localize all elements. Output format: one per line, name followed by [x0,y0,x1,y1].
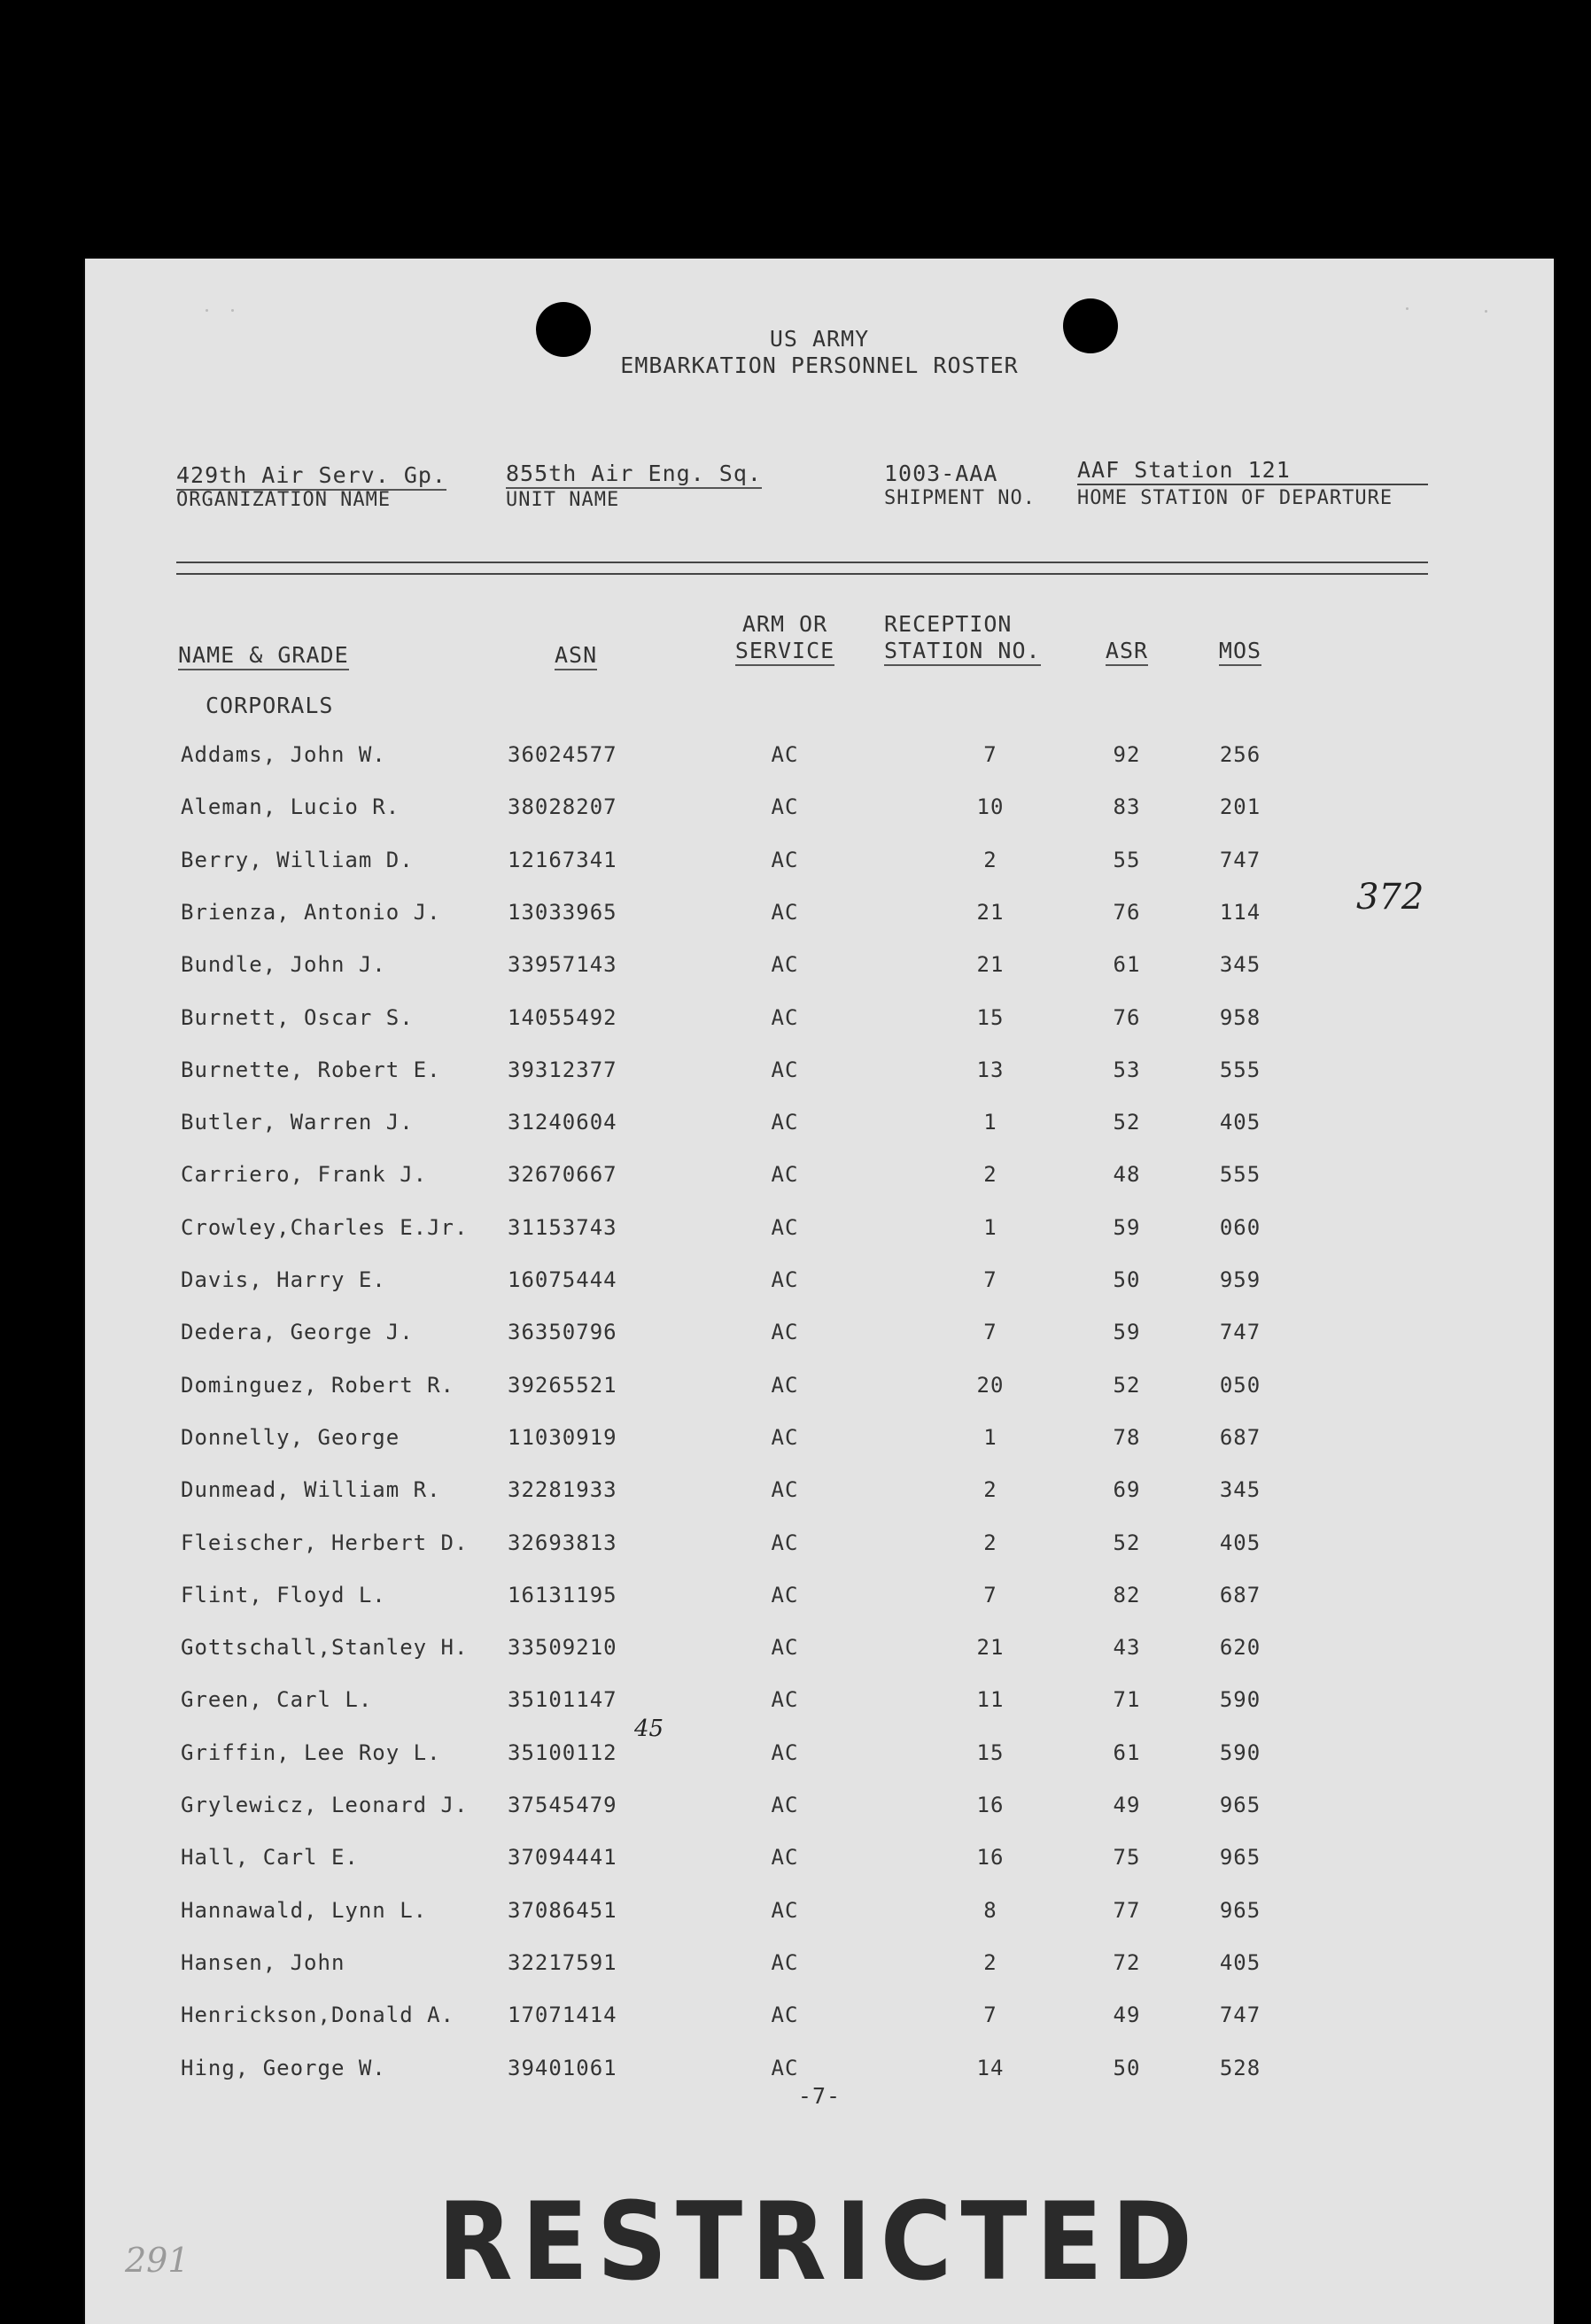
row-mos: 965 [1219,1793,1261,1817]
row-asr: 55 [1113,848,1141,872]
margin-number: 372 [1356,877,1424,918]
row-mos: 687 [1219,1583,1261,1607]
speck [1485,310,1487,313]
row-reception-station: 7 [983,742,997,767]
row-arm-service: AC [771,1740,799,1765]
row-asr: 52 [1113,1110,1141,1135]
grade-heading: CORPORALS [206,693,334,718]
row-name: Berry, William D. [181,848,414,872]
row-mos: 958 [1219,1005,1261,1030]
row-asn: 38028207 [508,794,617,819]
row-asr: 53 [1113,1057,1141,1082]
row-arm-service: AC [771,900,799,925]
column-header-asr: ASR [1083,638,1171,663]
row-reception-station: 2 [983,1530,997,1555]
table-row [85,1583,1554,1618]
home-station-label: HOME STATION OF DEPARTURE [1077,487,1393,509]
row-asn: 35100112 [508,1740,617,1765]
table-row [85,1057,1554,1093]
row-reception-station: 14 [976,2056,1005,2080]
row-asn: 36350796 [508,1320,617,1344]
row-name: Dominguez, Robert R. [181,1373,454,1398]
row-arm-service: AC [771,1057,799,1082]
row-mos: 747 [1219,1320,1261,1344]
row-asn: 13033965 [508,900,617,925]
row-name: Green, Carl L. [181,1687,373,1712]
table-row [85,848,1554,883]
row-asn: 33509210 [508,1635,617,1660]
table-row [85,794,1554,830]
table-row [85,1425,1554,1460]
column-header-reception-2: STATION NO. [884,638,1041,663]
row-mos: 405 [1219,1530,1261,1555]
row-arm-service: AC [771,1425,799,1450]
row-arm-service: AC [771,1215,799,1240]
row-arm-service: AC [771,1898,799,1923]
row-asn: 39265521 [508,1373,617,1398]
table-row [85,1162,1554,1197]
header-subtitle: EMBARKATION PERSONNEL ROSTER [620,352,1019,378]
row-arm-service: AC [771,1477,799,1502]
row-asr: 50 [1113,2056,1141,2080]
row-arm-service: AC [771,742,799,767]
organization-label: ORGANIZATION NAME [176,489,392,511]
row-arm-service: AC [771,1005,799,1030]
row-asr: 49 [1113,2003,1141,2027]
row-asn: 17071414 [508,2003,617,2027]
row-name: Burnette, Robert E. [181,1057,441,1082]
row-asn: 11030919 [508,1425,617,1450]
row-mos: 256 [1219,742,1261,767]
row-name: Donnelly, George [181,1425,400,1450]
row-asn: 16131195 [508,1583,617,1607]
row-asr: 61 [1113,1740,1141,1765]
row-asn: 33957143 [508,952,617,977]
row-name: Crowley,Charles E.Jr. [181,1215,469,1240]
row-arm-service: AC [771,1162,799,1187]
row-reception-station: 15 [976,1740,1005,1765]
pencil-note: 291 [125,2241,190,2280]
row-asr: 52 [1113,1373,1141,1398]
row-name: Flint, Floyd L. [181,1583,386,1607]
row-arm-service: AC [771,1583,799,1607]
row-arm-service: AC [771,1793,799,1817]
document-page [85,259,1554,2324]
table-row [85,1687,1554,1723]
column-header-arm-2: SERVICE [696,638,873,663]
row-asr: 61 [1113,952,1141,977]
row-asn: 39312377 [508,1057,617,1082]
row-name: Butler, Warren J. [181,1110,414,1135]
row-asn: 37545479 [508,1793,617,1817]
row-asr: 69 [1113,1477,1141,1502]
speck [206,309,208,312]
row-mos: 060 [1219,1215,1261,1240]
row-reception-station: 1 [983,1110,997,1135]
row-mos: 959 [1219,1267,1261,1292]
shipment-label: SHIPMENT NO. [884,487,1036,509]
row-name: Aleman, Lucio R. [181,794,400,819]
home-station: AAF Station 121 [1077,457,1291,483]
row-reception-station: 10 [976,794,1005,819]
row-asr: 76 [1113,900,1141,925]
table-row [85,1373,1554,1408]
row-name: Fleischer, Herbert D. [181,1530,469,1555]
row-name: Dunmead, William R. [181,1477,441,1502]
row-reception-station: 15 [976,1005,1005,1030]
row-asr: 75 [1113,1845,1141,1870]
row-mos: 620 [1219,1635,1261,1660]
row-name: Dedera, George J. [181,1320,414,1344]
row-asn: 32217591 [508,1950,617,1975]
row-reception-station: 21 [976,900,1005,925]
row-mos: 405 [1219,1950,1261,1975]
row-reception-station: 2 [983,848,997,872]
row-mos: 590 [1219,1740,1261,1765]
row-reception-station: 2 [983,1477,997,1502]
station-underline [1077,484,1428,485]
row-mos: 965 [1219,1845,1261,1870]
table-row [85,1635,1554,1670]
table-row [85,1793,1554,1828]
row-mos: 687 [1219,1425,1261,1450]
row-name: Carriero, Frank J. [181,1162,428,1187]
table-row [85,952,1554,988]
row-reception-station: 16 [976,1845,1005,1870]
row-asr: 49 [1113,1793,1141,1817]
row-arm-service: AC [771,1320,799,1344]
row-reception-station: 7 [983,1320,997,1344]
speck [231,309,234,312]
row-arm-service: AC [771,1530,799,1555]
table-row [85,900,1554,935]
row-arm-service: AC [771,1845,799,1870]
row-mos: 114 [1219,900,1261,925]
table-row [85,1267,1554,1303]
row-asr: 72 [1113,1950,1141,1975]
unit-label: UNIT NAME [506,489,620,511]
row-asn: 36024577 [508,742,617,767]
row-reception-station: 1 [983,1425,997,1450]
table-row [85,1110,1554,1145]
row-reception-station: 16 [976,1793,1005,1817]
table-row [85,1005,1554,1041]
row-name: Addams, John W. [181,742,386,767]
row-mos: 555 [1219,1057,1261,1082]
table-row [85,1950,1554,1986]
row-arm-service: AC [771,2003,799,2027]
column-header-mos: MOS [1196,638,1284,663]
row-asr: 52 [1113,1530,1141,1555]
row-asn: 31240604 [508,1110,617,1135]
row-reception-station: 2 [983,1950,997,1975]
row-asr: 71 [1113,1687,1141,1712]
row-arm-service: AC [771,1373,799,1398]
row-name: Gottschall,Stanley H. [181,1635,469,1660]
row-arm-service: AC [771,848,799,872]
row-name: Griffin, Lee Roy L. [181,1740,441,1765]
table-row [85,1477,1554,1513]
row-reception-station: 2 [983,1162,997,1187]
row-asr: 76 [1113,1005,1141,1030]
row-name: Hansen, John [181,1950,345,1975]
row-mos: 345 [1219,952,1261,977]
row-asn: 32670667 [508,1162,617,1187]
header-title: US ARMY [769,326,870,352]
table-row [85,1320,1554,1355]
row-asr: 48 [1113,1162,1141,1187]
row-asn: 39401061 [508,2056,617,2080]
row-reception-station: 21 [976,952,1005,977]
column-header-reception-1: RECEPTION [884,611,1013,637]
row-mos: 747 [1219,2003,1261,2027]
row-arm-service: AC [771,952,799,977]
row-reception-station: 20 [976,1373,1005,1398]
table-row [85,1845,1554,1880]
row-asn: 35101147 [508,1687,617,1712]
row-name: Hall, Carl E. [181,1845,359,1870]
organization-name: 429th Air Serv. Gp. [176,462,446,488]
table-row [85,1215,1554,1251]
row-mos: 528 [1219,2056,1261,2080]
row-reception-station: 11 [976,1687,1005,1712]
row-reception-station: 7 [983,1267,997,1292]
row-arm-service: AC [771,2056,799,2080]
row-arm-service: AC [771,1950,799,1975]
row-asr: 92 [1113,742,1141,767]
row-arm-service: AC [771,1267,799,1292]
page-number: -7- [797,2083,842,2109]
row-asr: 50 [1113,1267,1141,1292]
row-mos: 747 [1219,848,1261,872]
restricted-stamp: RESTRICTED [438,2179,1201,2305]
table-row [85,1530,1554,1566]
row-asr: 59 [1113,1320,1141,1344]
row-mos: 405 [1219,1110,1261,1135]
row-name: Bundle, John J. [181,952,386,977]
speck [1406,307,1409,310]
row-arm-service: AC [771,1110,799,1135]
table-row [85,1898,1554,1933]
row-name: Burnett, Oscar S. [181,1005,414,1030]
row-arm-service: AC [771,1635,799,1660]
row-name: Brienza, Antonio J. [181,900,441,925]
table-row [85,2003,1554,2038]
row-reception-station: 8 [983,1898,997,1923]
row-asn: 32693813 [508,1530,617,1555]
row-mos: 965 [1219,1898,1261,1923]
column-header-name: NAME & GRADE [178,642,349,668]
row-asn: 37086451 [508,1898,617,1923]
row-asr: 43 [1113,1635,1141,1660]
row-asr: 82 [1113,1583,1141,1607]
row-mos: 201 [1219,794,1261,819]
row-reception-station: 1 [983,1215,997,1240]
row-arm-service: AC [771,794,799,819]
row-asr: 78 [1113,1425,1141,1450]
row-asn: 32281933 [508,1477,617,1502]
row-asn: 31153743 [508,1215,617,1240]
row-name: Hannawald, Lynn L. [181,1898,428,1923]
shipment-number: 1003-AAA [884,461,998,486]
row-mos: 555 [1219,1162,1261,1187]
row-name: Hing, George W. [181,2056,386,2080]
unit-name: 855th Air Eng. Sq. [506,461,762,486]
row-asr: 59 [1113,1215,1141,1240]
row-mos: 345 [1219,1477,1261,1502]
row-asn: 12167341 [508,848,617,872]
row-asr: 77 [1113,1898,1141,1923]
column-header-arm-1: ARM OR [741,611,828,637]
row-mos: 050 [1219,1373,1261,1398]
row-asn: 14055492 [508,1005,617,1030]
row-asn: 16075444 [508,1267,617,1292]
row-arm-service: AC [771,1687,799,1712]
row-name: Grylewicz, Leonard J. [181,1793,469,1817]
column-header-asn: ASN [555,642,597,668]
divider-line [176,573,1428,575]
divider-line [176,562,1428,563]
table-row [85,742,1554,778]
table-row [85,1740,1554,1776]
row-name: Henrickson,Donald A. [181,2003,454,2027]
row-reception-station: 7 [983,1583,997,1607]
row-reception-station: 21 [976,1635,1005,1660]
row-reception-station: 13 [976,1057,1005,1082]
row-asn: 37094441 [508,1845,617,1870]
row-asr: 83 [1113,794,1141,819]
row-name: Davis, Harry E. [181,1267,386,1292]
handwritten-correction: 45 [634,1716,664,1742]
row-mos: 590 [1219,1687,1261,1712]
row-reception-station: 7 [983,2003,997,2027]
